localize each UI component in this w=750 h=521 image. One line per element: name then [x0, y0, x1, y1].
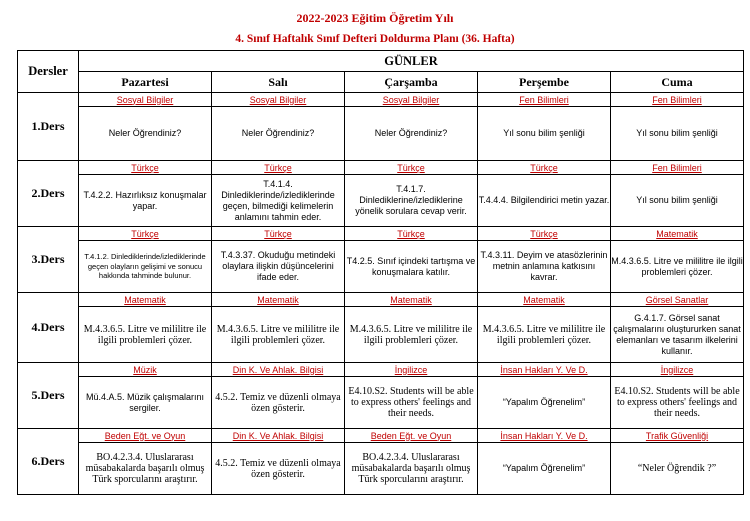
subject-friday: Fen Bilimleri — [611, 161, 744, 175]
subject-wednesday: İngilizce — [345, 363, 478, 377]
subject-friday: Trafik Güvenliği — [611, 429, 744, 443]
day-header-thursday: Perşembe — [478, 72, 611, 93]
subject-monday: Türkçe — [79, 227, 212, 241]
subject-tuesday: Türkçe — [212, 227, 345, 241]
content-wednesday: Neler Öğrendiniz? — [345, 107, 478, 161]
document-title: 2022-2023 Eğitim Öğretim Yılı — [296, 11, 454, 25]
content-thursday: “Yapalım Öğrenelim” — [478, 377, 611, 429]
lesson-label: 6.Ders — [18, 429, 79, 495]
lesson-label: 3.Ders — [18, 227, 79, 293]
subject-monday: Beden Eğt. ve Oyun — [79, 429, 212, 443]
lesson-label: 5.Ders — [18, 363, 79, 429]
content-friday: E4.10.S2. Students will be able to express others' feelings and their needs. — [611, 377, 744, 429]
subject-monday: Müzik — [79, 363, 212, 377]
subject-friday: Matematik — [611, 227, 744, 241]
subject-tuesday: Din K. Ve Ahlak. Bilgisi — [212, 363, 345, 377]
content-wednesday: BO.4.2.3.4. Uluslararası müsabakalarda başarılı olmuş Türk sporcularını araştırır. — [345, 443, 478, 495]
day-header-monday: Pazartesi — [79, 72, 212, 93]
content-wednesday: T4.2.5. Sınıf içindeki tartışma ve konuşmalara katılır. — [345, 241, 478, 293]
content-tuesday: 4.5.2. Temiz ve düzenli olmaya özen gösterir. — [212, 377, 345, 429]
content-thursday: T.4.4.4. Bilgilendirici metin yazar. — [478, 175, 611, 227]
day-header-tuesday: Salı — [212, 72, 345, 93]
subject-monday: Matematik — [79, 293, 212, 307]
content-friday: M.4.3.6.5. Litre ve mililitre ile ilgili problemleri çözer. — [611, 241, 744, 293]
content-friday: “Neler Öğrendik ?” — [611, 443, 744, 495]
content-tuesday: M.4.3.6.5. Litre ve mililitre ile ilgili problemleri çözer. — [212, 307, 345, 363]
content-tuesday: 4.5.2. Temiz ve düzenli olmaya özen gösterir. — [212, 443, 345, 495]
content-thursday: M.4.3.6.5. Litre ve mililitre ile ilgili problemleri çözer. — [478, 307, 611, 363]
content-friday: G.4.1.7. Görsel sanat çalışmalarını oluştururken sanat elemanları ve tasarım ilkelerini kullanır. — [611, 307, 744, 363]
document-subtitle: 4. Sınıf Haftalık Sınıf Defteri Doldurma Planı (36. Hafta) — [235, 33, 515, 45]
content-monday: T.4.1.2. Dinlediklerinde/izlediklerinde geçen olayların gelişimi ve sonucu hakkında tahminde bulunur. — [79, 241, 212, 293]
subject-wednesday: Sosyal Bilgiler — [345, 93, 478, 107]
subject-thursday: İnsan Hakları Y. Ve D. — [478, 363, 611, 377]
subject-thursday: İnsan Hakları Y. Ve D. — [478, 429, 611, 443]
day-header-friday: Cuma — [611, 72, 744, 93]
subject-wednesday: Matematik — [345, 293, 478, 307]
weekly-plan-table — [17, 50, 744, 495]
content-tuesday: T.4.3.37. Okuduğu metindeki olaylara ilişkin düşüncelerini ifade eder. — [212, 241, 345, 293]
subject-tuesday: Sosyal Bilgiler — [212, 93, 345, 107]
subject-friday: İngilizce — [611, 363, 744, 377]
gunler-header: GÜNLER — [79, 51, 744, 72]
subject-wednesday: Türkçe — [345, 161, 478, 175]
subject-friday: Fen Bilimleri — [611, 93, 744, 107]
subject-thursday: Türkçe — [478, 161, 611, 175]
content-friday: Yıl sonu bilim şenliği — [611, 107, 744, 161]
content-thursday: Yıl sonu bilim şenliği — [478, 107, 611, 161]
content-wednesday: T.4.1.7. Dinlediklerine/izlediklerine yönelik sorulara cevap verir. — [345, 175, 478, 227]
content-wednesday: M.4.3.6.5. Litre ve mililitre ile ilgili problemleri çözer. — [345, 307, 478, 363]
subject-tuesday: Matematik — [212, 293, 345, 307]
content-friday: Yıl sonu bilim şenliği — [611, 175, 744, 227]
content-monday: T.4.2.2. Hazırlıksız konuşmalar yapar. — [79, 175, 212, 227]
subject-monday: Türkçe — [79, 161, 212, 175]
subject-thursday: Fen Bilimleri — [478, 93, 611, 107]
subject-wednesday: Türkçe — [345, 227, 478, 241]
subject-tuesday: Türkçe — [212, 161, 345, 175]
lesson-label: 4.Ders — [18, 293, 79, 363]
subject-thursday: Türkçe — [478, 227, 611, 241]
content-monday: BO.4.2.3.4. Uluslararası müsabakalarda başarılı olmuş Türk sporcularını araştırır. — [79, 443, 212, 495]
subject-tuesday: Din K. Ve Ahlak. Bilgisi — [212, 429, 345, 443]
content-monday: M.4.3.6.5. Litre ve mililitre ile ilgili problemleri çözer. — [79, 307, 212, 363]
subject-monday: Sosyal Bilgiler — [79, 93, 212, 107]
subject-friday: Görsel Sanatlar — [611, 293, 744, 307]
content-thursday: T.4.3.11. Deyim ve atasözlerinin metnin anlamına katkısını kavrar. — [478, 241, 611, 293]
lesson-label: 1.Ders — [18, 93, 79, 161]
content-tuesday: Neler Öğrendiniz? — [212, 107, 345, 161]
content-wednesday: E4.10.S2. Students will be able to express others' feelings and their needs. — [345, 377, 478, 429]
subject-wednesday: Beden Eğt. ve Oyun — [345, 429, 478, 443]
subject-thursday: Matematik — [478, 293, 611, 307]
day-header-wednesday: Çarşamba — [345, 72, 478, 93]
dersler-header: Dersler — [18, 51, 79, 93]
lesson-label: 2.Ders — [18, 161, 79, 227]
content-thursday: “Yapalım Öğrenelim” — [478, 443, 611, 495]
content-monday: Neler Öğrendiniz? — [79, 107, 212, 161]
content-tuesday: T.4.1.4. Dinlediklerinde/izlediklerinde geçen, bilmediği kelimelerin anlamını tahmin eder. — [212, 175, 345, 227]
content-monday: Mü.4.A.5. Müzik çalışmalarını sergiler. — [79, 377, 212, 429]
